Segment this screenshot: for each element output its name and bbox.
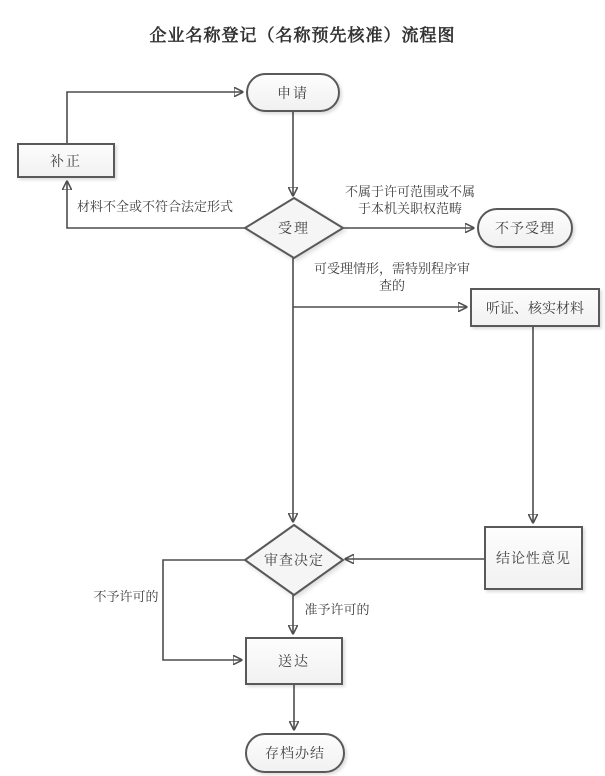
node-hearing: [470, 288, 600, 327]
node-conclusion-label: 结论性意见: [496, 551, 571, 567]
edge-decision-delivery-denied: [163, 560, 245, 660]
edge-label-out-of-scope-line2: 于本机关职权范畴: [357, 202, 462, 217]
edge-label-incomplete: 材料不全或不符合法定形式: [76, 200, 233, 215]
node-archive: [245, 733, 345, 773]
edge-label-not-permitted: 不予许可的: [93, 590, 159, 605]
node-delivery: [245, 637, 343, 685]
edge-label-out-of-scope-line1: 不属于许可范围或不属: [344, 185, 475, 200]
edge-label-permitted: 准予许可的: [304, 603, 370, 618]
node-conclusion: [484, 526, 583, 590]
edge-label-out-of-scope: [332, 184, 488, 218]
node-correction-label: 补正: [50, 153, 82, 170]
node-apply: [246, 73, 340, 112]
edge-label-special-review: [303, 261, 481, 295]
node-accept-label: 受理: [278, 221, 310, 237]
node-correction: [17, 143, 115, 178]
node-apply-label: 申请: [277, 85, 309, 102]
node-reject-label: 不予受理: [495, 221, 555, 237]
node-delivery-label: 送达: [278, 654, 310, 670]
node-reject: [477, 208, 573, 248]
node-accept: [245, 198, 343, 258]
edge-label-special-review-line2: 查的: [378, 279, 405, 294]
edge-correction-apply: [67, 92, 242, 143]
node-decision: [245, 525, 343, 595]
page-title: 企业名称登记（名称预先核准）流程图: [149, 26, 456, 46]
node-hearing-label: 听证、核实材料: [486, 300, 584, 317]
edge-label-special-review-line1: 可受理情形，需特别程序审: [313, 262, 470, 277]
node-decision-label: 审查决定: [264, 553, 324, 569]
node-archive-label: 存档办结: [265, 746, 325, 762]
